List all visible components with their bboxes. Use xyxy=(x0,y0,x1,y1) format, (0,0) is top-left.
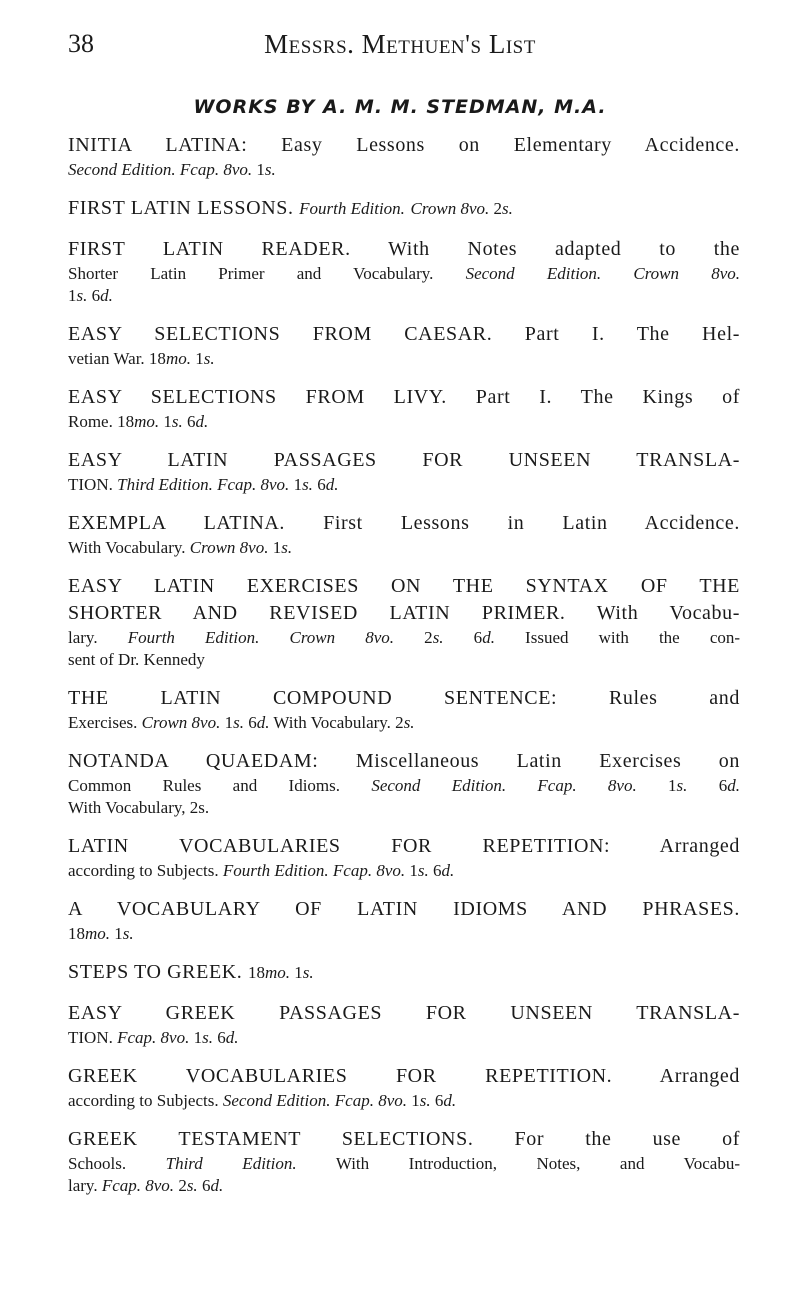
running-title: Messrs. Methuen's List xyxy=(264,29,536,59)
catalogue-entry xyxy=(68,959,740,986)
entry-title: INITIA LATINA: Easy Lessons on Elementary Accidence. xyxy=(68,134,740,156)
catalogue-entry xyxy=(68,1000,740,1049)
entry-title: EASY LATIN PASSAGES FOR UNSEEN TRANSLA- xyxy=(68,449,740,471)
entry-title: EASY GREEK PASSAGES FOR UNSEEN TRANSLA- xyxy=(68,1002,740,1024)
entry-details: Common Rules and Idioms. Second Edition. Fcap. 8vo. 1s. 6d. xyxy=(68,776,740,795)
entry-details: according to Subjects. Second Edition. Fcap. 8vo. 1s. 6d. xyxy=(68,1091,457,1110)
catalogue-entry xyxy=(68,384,740,433)
entry-title: NOTANDA QUAEDAM: Miscellaneous Latin Exercises on xyxy=(68,750,740,772)
entry-details: With Vocabulary. Crown 8vo. 1s. xyxy=(68,538,293,557)
entry-title: SHORTER AND REVISED LATIN PRIMER. With Vocabu- xyxy=(68,602,740,624)
catalogue-entry xyxy=(68,1126,740,1197)
entry-details: Shorter Latin Primer and Vocabulary. Second Edition. Crown 8vo. xyxy=(68,264,740,283)
catalogue-entry xyxy=(68,1063,740,1112)
catalogue-entry xyxy=(68,685,740,734)
catalogue-entry xyxy=(68,132,740,181)
author-section-heading: WORKS BY A. M. M. STEDMAN, M.A. xyxy=(193,96,607,118)
entry-title: GREEK TESTAMENT SELECTIONS. For the use of xyxy=(68,1128,740,1150)
entry-title: FIRST LATIN READER. With Notes adapted to the xyxy=(68,238,740,260)
catalogue-entry xyxy=(68,321,740,370)
entry-details: Exercises. Crown 8vo. 1s. 6d. With Vocabulary. 2s. xyxy=(68,713,415,732)
entry-details: vetian War. 18mo. 1s. xyxy=(68,349,215,368)
catalogue-entry xyxy=(68,236,740,307)
page-number: 38 xyxy=(68,29,94,58)
entry-details: according to Subjects. Fourth Edition. Fcap. 8vo. 1s. 6d. xyxy=(68,861,455,880)
entry-details: TION. Third Edition. Fcap. 8vo. 1s. 6d. xyxy=(68,475,339,494)
entry-details: With Vocabulary, 2s. xyxy=(68,798,210,817)
entry-details: 1s. 6d. xyxy=(68,286,113,305)
catalogue-entry xyxy=(68,748,740,819)
catalogue-entry xyxy=(68,833,740,882)
running-head xyxy=(0,24,800,64)
catalogue-entry xyxy=(68,195,740,222)
entry-title: FIRST LATIN LESSONS. Fourth Edition. Crown 8vo. 2s. xyxy=(68,197,513,219)
entry-title: A VOCABULARY OF LATIN IDIOMS AND PHRASES. xyxy=(68,898,740,920)
entry-title: THE LATIN COMPOUND SENTENCE: Rules and xyxy=(68,687,740,709)
entry-title: STEPS TO GREEK. 18mo. 1s. xyxy=(68,961,314,983)
entry-details: Rome. 18mo. 1s. 6d. xyxy=(68,412,209,431)
entry-title: GREEK VOCABULARIES FOR REPETITION. Arranged xyxy=(68,1065,740,1087)
entry-details: Schools. Third Edition. With Introduction, Notes, and Vocabu- xyxy=(68,1154,741,1173)
entry-title: LATIN VOCABULARIES FOR REPETITION: Arranged xyxy=(68,835,740,857)
catalogue-entries xyxy=(68,132,740,1211)
entry-details: lary. Fcap. 8vo. 2s. 6d. xyxy=(68,1176,224,1195)
entry-details: 18mo. 1s. xyxy=(68,924,134,943)
entry-details: Second Edition. Fcap. 8vo. 1s. xyxy=(68,160,276,179)
entry-details: TION. Fcap. 8vo. 1s. 6d. xyxy=(68,1028,239,1047)
entry-title: EXEMPLA LATINA. First Lessons in Latin Accidence. xyxy=(68,512,740,534)
entry-title: EASY SELECTIONS FROM CAESAR. Part I. The Hel- xyxy=(68,323,740,345)
entry-title: EASY LATIN EXERCISES ON THE SYNTAX OF THE xyxy=(68,575,740,597)
entry-title: EASY SELECTIONS FROM LIVY. Part I. The Kings of xyxy=(68,386,740,408)
entry-details: lary. Fourth Edition. Crown 8vo. 2s. 6d. Issued with the con- xyxy=(68,628,741,647)
catalogue-entry xyxy=(68,447,740,496)
catalogue-entry xyxy=(68,510,740,559)
entry-details: sent of Dr. Kennedy xyxy=(68,650,205,669)
catalogue-entry xyxy=(68,573,740,671)
catalogue-entry xyxy=(68,896,740,945)
